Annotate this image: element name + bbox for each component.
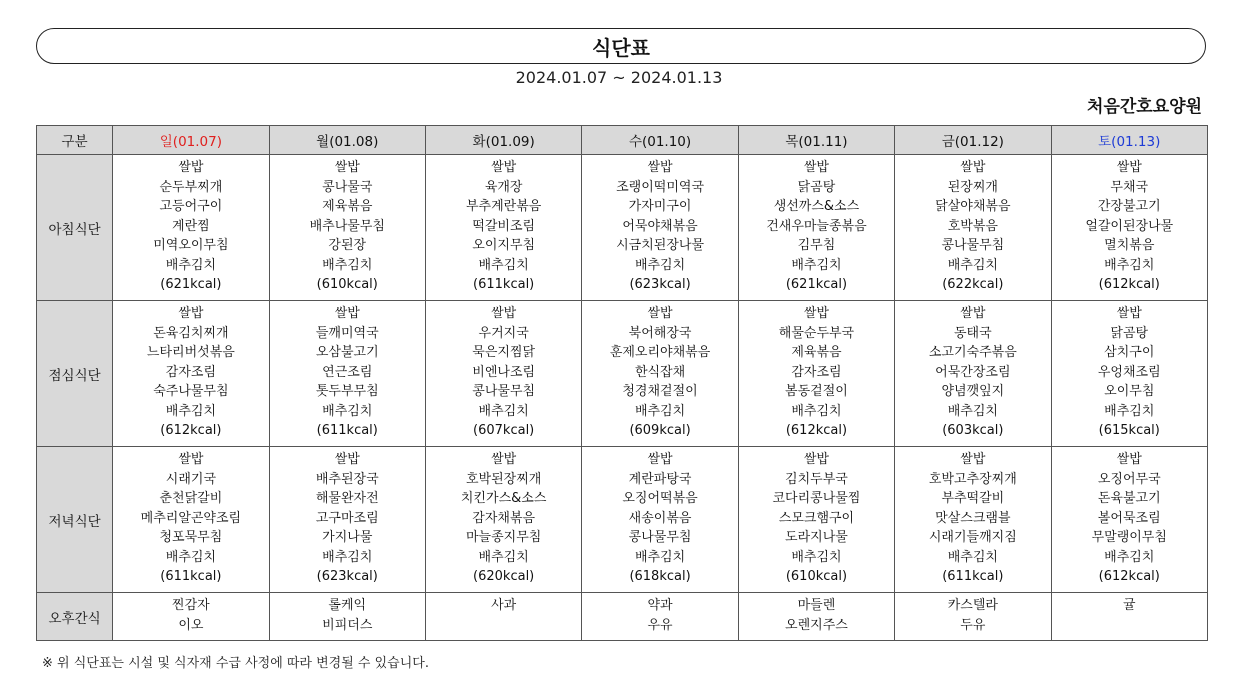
menu-item: 쌀밥 [647, 160, 673, 175]
menu-item: (609kcal) [629, 423, 691, 438]
menu-item: 해물완자전 [315, 491, 379, 506]
menu-cell-lunch-sat [1051, 301, 1207, 447]
menu-item: (615kcal) [1098, 423, 1160, 438]
day-header-wed: 수(01.10) [582, 126, 738, 155]
menu-cell-dinner-mon [269, 447, 425, 593]
menu-item: 롤케익 [328, 598, 367, 613]
menu-cell-dinner-wed [582, 447, 738, 593]
menu-cell-snack-mon [269, 593, 425, 641]
menu-cell-lunch-thu [738, 301, 894, 447]
menu-item: 계란파탕국 [628, 471, 692, 487]
menu-item: 쌀밥 [803, 452, 829, 467]
menu-item: 미역오이무침 [153, 238, 229, 253]
menu-item: 배추된장국 [315, 471, 379, 487]
menu-item: 콩나물국 [322, 179, 373, 195]
menu-item: 제육볶음 [791, 345, 842, 360]
menu-cell-snack-thu [738, 593, 894, 641]
day-header-sun: 일(01.07) [113, 126, 269, 155]
menu-item: 쌀밥 [178, 160, 204, 175]
menu-item: 배추나물무침 [309, 218, 385, 234]
menu-item: 부추계란볶음 [465, 199, 542, 214]
menu-item: 오렌지주스 [785, 617, 848, 633]
menu-item: 오징어무국 [1097, 471, 1161, 487]
menu-item: (612kcal) [160, 423, 222, 438]
title-text: 식단표 [592, 35, 650, 60]
menu-item: 톳두부무침 [315, 384, 379, 399]
menu-item: 배추김치 [947, 549, 998, 565]
menu-item: 쌀밥 [1116, 306, 1142, 321]
menu-item: 시래기국 [165, 471, 216, 487]
menu-item: 소고기숙주볶음 [928, 345, 1017, 360]
menu-item: 맛살스크램블 [935, 510, 1011, 526]
menu-cell-breakfast-mon [269, 155, 425, 301]
menu-item: 비피더스 [322, 617, 373, 633]
menu-item: (618kcal) [629, 569, 691, 584]
menu-item: 쌀밥 [647, 306, 673, 321]
menu-item: 메추리알곤약조림 [140, 510, 242, 526]
menu-item: 쌀밥 [1116, 160, 1142, 175]
menu-row-breakfast [37, 155, 1208, 301]
menu-cell-lunch-sun [113, 301, 269, 447]
row-label-snack: 오후간식 [37, 593, 113, 641]
menu-item: 돈육불고기 [1097, 491, 1161, 506]
menu-item: 배추김치 [634, 403, 686, 419]
menu-cell-lunch-fri [895, 301, 1051, 447]
menu-item: 이오 [178, 617, 204, 633]
menu-item: 배추김치 [322, 549, 373, 565]
date-range: 2024.01.07 ~ 2024.01.13 [515, 68, 723, 87]
menu-item: 양념깻잎지 [941, 384, 1005, 399]
menu-item: 연근조림 [322, 364, 373, 380]
menu-item: 배추김치 [322, 257, 373, 273]
menu-item: 김무침 [797, 238, 836, 253]
menu-item: (622kcal) [942, 277, 1004, 292]
menu-item: (623kcal) [316, 569, 378, 584]
menu-item: 쌀밥 [960, 306, 986, 321]
menu-item: 고등어구이 [159, 199, 223, 214]
menu-item: 우거지국 [478, 325, 529, 341]
menu-item: 쌀밥 [491, 452, 517, 467]
menu-item: 느타리버섯볶음 [146, 345, 235, 360]
menu-item: (623kcal) [629, 277, 691, 292]
menu-item: 닭살야채볶음 [935, 199, 1011, 214]
menu-row-lunch [37, 301, 1208, 447]
menu-item: 떡갈비조림 [472, 218, 536, 234]
menu-item: 생선까스&소스 [773, 199, 860, 214]
menu-item: 청포묵무침 [159, 530, 223, 545]
menu-item: 배추김치 [1104, 257, 1155, 273]
menu-item: 쌀밥 [803, 306, 829, 321]
menu-item: 배추김치 [165, 549, 216, 565]
menu-item: 가지나물 [322, 530, 373, 545]
menu-item: 콩나물무침 [941, 238, 1005, 253]
menu-item: 김치두부국 [785, 471, 848, 487]
menu-item: 숙주나물무침 [153, 384, 229, 399]
menu-item: 쌀밥 [491, 160, 517, 175]
menu-item: 배추김치 [478, 257, 529, 273]
menu-item: 감자채볶음 [472, 510, 536, 526]
menu-item: 쌀밥 [178, 452, 204, 467]
menu-item: 쌀밥 [334, 306, 360, 321]
menu-item: 쌀밥 [647, 452, 673, 467]
menu-row-dinner [37, 447, 1208, 593]
menu-item: 감자조림 [791, 364, 842, 380]
menu-item: 치킨가스&소스 [460, 491, 547, 506]
menu-item: (621kcal) [160, 277, 222, 292]
day-header-sat: 토(01.13) [1051, 126, 1207, 155]
menu-item: 배추김치 [791, 403, 842, 419]
menu-item: 어묵간장조림 [935, 364, 1011, 380]
menu-item: 멸치볶음 [1104, 238, 1155, 253]
menu-row-snack [37, 593, 1208, 641]
day-header-fri: 금(01.12) [895, 126, 1051, 155]
menu-item: 콩나물무침 [472, 384, 536, 399]
menu-item: (611kcal) [473, 277, 535, 292]
menu-cell-breakfast-sat [1051, 155, 1207, 301]
menu-cell-snack-tue [425, 593, 581, 641]
menu-item: 무채국 [1110, 179, 1149, 195]
menu-cell-lunch-mon [269, 301, 425, 447]
menu-item: (620kcal) [473, 569, 535, 584]
menu-cell-dinner-sat [1051, 447, 1207, 593]
menu-cell-lunch-wed [582, 301, 738, 447]
menu-item: 우유 [647, 617, 673, 633]
menu-item: (611kcal) [160, 569, 222, 584]
day-header-thu: 목(01.11) [738, 126, 894, 155]
menu-cell-breakfast-tue [425, 155, 581, 301]
menu-item: (612kcal) [1098, 569, 1160, 584]
row-label-breakfast: 아침식단 [37, 155, 113, 301]
menu-item: 배추김치 [165, 403, 216, 419]
menu-item: 삼치구이 [1104, 345, 1155, 360]
row-label-lunch: 점심식단 [37, 301, 113, 447]
menu-item: 배추김치 [791, 549, 842, 565]
menu-item: 쌀밥 [334, 452, 360, 467]
menu-item: 가자미구이 [628, 199, 692, 214]
menu-item: 배추김치 [165, 257, 216, 273]
menu-item: (610kcal) [785, 569, 848, 584]
menu-item: 어묵야채볶음 [622, 218, 698, 234]
menu-item: 동태국 [953, 325, 992, 341]
menu-item: 볼어묵조림 [1097, 510, 1161, 526]
menu-item: 배추김치 [947, 257, 998, 273]
menu-item: 해물순두부국 [778, 325, 855, 341]
row-label-dinner: 저녁식단 [37, 447, 113, 593]
menu-item: 배추김치 [634, 549, 686, 565]
menu-item: (621kcal) [785, 277, 848, 292]
menu-item: 오징어떡볶음 [622, 491, 698, 506]
menu-item: 배추김치 [947, 403, 998, 419]
menu-item: 조랭이떡미역국 [616, 179, 704, 195]
menu-item: 쌀밥 [803, 160, 829, 175]
menu-item: 두유 [960, 617, 986, 633]
menu-item: 콩나물무침 [628, 530, 692, 545]
menu-item: 강된장 [328, 238, 367, 253]
menu-item: 배추김치 [791, 257, 842, 273]
org-name: 처음간호요양원 [1087, 97, 1202, 117]
menu-item: 닭곰탕 [1110, 325, 1149, 341]
menu-item: 돈육김치찌개 [153, 325, 229, 341]
menu-item: 도라지나물 [785, 530, 848, 545]
menu-item: (603kcal) [942, 423, 1004, 438]
footnote: ※ 위 식단표는 시설 및 식자재 수급 사정에 따라 변경될 수 있습니다. [42, 656, 429, 671]
menu-cell-breakfast-wed [582, 155, 738, 301]
menu-item: 쌀밥 [491, 306, 517, 321]
menu-item: 북어해장국 [628, 325, 692, 341]
menu-item: 무말랭이무침 [1091, 530, 1167, 545]
menu-item: 사과 [491, 598, 517, 613]
menu-item: 쌀밥 [1116, 452, 1142, 467]
menu-cell-snack-fri [895, 593, 1051, 641]
menu-item: 쌀밥 [960, 452, 986, 467]
menu-cell-lunch-tue [425, 301, 581, 447]
menu-item: 간장불고기 [1097, 199, 1161, 214]
page-title [36, 28, 1206, 64]
menu-cell-snack-wed [582, 593, 738, 641]
menu-cell-snack-sun [113, 593, 269, 641]
menu-item: 감자조림 [165, 364, 216, 380]
menu-item: 한식잡채 [634, 364, 686, 380]
menu-table [36, 125, 1208, 641]
day-header-tue: 화(01.09) [425, 126, 581, 155]
menu-item: 새송이볶음 [628, 510, 692, 526]
menu-item: 고구마조림 [315, 510, 379, 526]
menu-cell-snack-sat [1051, 593, 1207, 641]
menu-item: 카스텔라 [947, 598, 998, 613]
menu-item: (611kcal) [316, 423, 378, 438]
menu-item: 오이지무침 [472, 238, 536, 253]
menu-item: 부추떡갈비 [941, 491, 1005, 506]
menu-cell-breakfast-fri [895, 155, 1051, 301]
menu-cell-breakfast-sun [113, 155, 269, 301]
corner-header: 구분 [37, 126, 113, 155]
menu-item: 순두부찌개 [159, 179, 223, 195]
menu-item: 배추김치 [478, 549, 529, 565]
menu-item: 호박고추장찌개 [928, 471, 1017, 487]
menu-item: (610kcal) [316, 277, 378, 292]
menu-item: 배추김치 [1104, 403, 1155, 419]
menu-cell-dinner-fri [895, 447, 1051, 593]
menu-cell-dinner-thu [738, 447, 894, 593]
menu-item: 귤 [1122, 598, 1136, 613]
menu-item: 코다리콩나물찜 [772, 491, 861, 506]
day-header-mon: 월(01.08) [269, 126, 425, 155]
header-row [37, 126, 1208, 155]
menu-item: 봄동겉절이 [785, 384, 848, 399]
menu-body [37, 155, 1208, 641]
menu-item: 얼갈이된장나물 [1085, 218, 1174, 234]
menu-item: (612kcal) [785, 423, 848, 438]
menu-item: 오삼불고기 [315, 345, 379, 360]
menu-cell-breakfast-thu [738, 155, 894, 301]
menu-item: 시래기들깨지짐 [928, 530, 1017, 545]
menu-cell-dinner-tue [425, 447, 581, 593]
menu-item: 청경채겉절이 [622, 384, 698, 399]
menu-item: (607kcal) [473, 423, 535, 438]
menu-item: 제육볶음 [322, 199, 373, 214]
menu-item: 약과 [647, 598, 673, 613]
menu-item: 배추김치 [322, 403, 373, 419]
menu-item: 쌀밥 [178, 306, 204, 321]
menu-item: 시금치된장나물 [616, 238, 704, 253]
menu-item: 춘천닭갈비 [159, 491, 223, 506]
menu-item: 닭곰탕 [797, 179, 836, 195]
menu-item: 호박된장찌개 [465, 471, 542, 487]
menu-item: 오이무침 [1104, 384, 1155, 399]
menu-item: 호박볶음 [947, 218, 998, 234]
menu-item: (612kcal) [1098, 277, 1160, 292]
menu-item: 건새우마늘종볶음 [766, 218, 867, 234]
menu-item: 들깨미역국 [315, 325, 379, 341]
menu-item: 육개장 [484, 179, 523, 195]
menu-item: 마늘종지무침 [465, 530, 542, 545]
menu-item: 배추김치 [634, 257, 686, 273]
menu-item: 계란찜 [172, 218, 210, 234]
menu-item: 우엉채조림 [1097, 364, 1161, 380]
menu-item: 마들렌 [797, 598, 836, 613]
menu-item: (611kcal) [942, 569, 1004, 584]
menu-item: 배추김치 [478, 403, 529, 419]
menu-item: 스모크햄구이 [778, 510, 855, 526]
menu-item: 찐감자 [172, 598, 210, 613]
menu-item: 쌀밥 [960, 160, 986, 175]
menu-item: 묵은지찜닭 [472, 345, 536, 360]
menu-item: 쌀밥 [334, 160, 360, 175]
menu-item: 배추김치 [1104, 549, 1155, 565]
menu-item: 된장찌개 [947, 179, 998, 195]
menu-item: 훈제오리야채볶음 [609, 345, 711, 360]
menu-item: 비엔나조림 [472, 364, 536, 380]
menu-cell-dinner-sun [113, 447, 269, 593]
